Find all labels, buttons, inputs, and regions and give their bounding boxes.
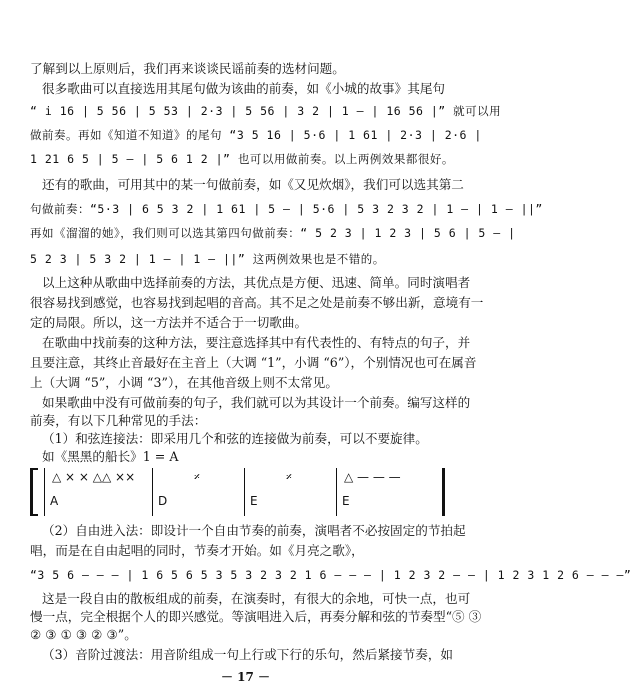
text-line-2: 很多歌曲可以直接选用其尾句做为该曲的前奏，如《小城的故事》其尾句 (42, 81, 445, 96)
notation-line-22: “3 5 6 — — — | 1 6 5 6 5 3 5 3 2 3 2 1 6 — — — | 1 2 3 2 — — | 1 2 3 1 2 6 — — —” (30, 568, 631, 582)
text-line-6: 还有的歌曲，可用其中的某一句做前奏，如《又见炊烟》，我们可以选其第二 (42, 177, 464, 192)
text-line-26: （3）音阶过渡法：用音阶组成一句上行或下行的乐句，然后紧接节奏，如 (42, 647, 454, 662)
text-line-11: 很容易找到感觉，也容易找到起唱的音高。其不足之处是前奏不够出新，意境有一 (30, 295, 484, 310)
notation-line-4: 做前奏。再如《知道不知道》的尾句 “3 5 16 | 5·6 | 1 61 | 2·3 | 2·6 | (30, 128, 482, 142)
chord-staff (30, 468, 450, 516)
text-line-14: 且要注意，其终止音最好在主音上（大调 “1”，小调 “6”），个别情况也可在属音 (30, 355, 477, 370)
page-number: － 17 － (220, 670, 271, 684)
text-line-1: 了解到以上原则后，我们再来谈谈民谣前奏的选材问题。 (30, 61, 345, 76)
text-line-17: 前奏，有以下几种常见的手法： (30, 413, 207, 428)
bottom-cell-4: E (342, 494, 350, 508)
text-line-16: 如果歌曲中没有可做前奏的句子，我们就可以为其设计一个前奏。编写这样的 (42, 395, 471, 410)
bottom-cell-1: A (50, 494, 59, 508)
notation-line-3: “ i 16 | 5 56 | 5 53 | 2·3 | 5 56 | 3 2 | 1 — | 16 56 |” 就可以用 (30, 104, 502, 118)
top-cell-4: △ — — — (344, 470, 401, 484)
text-line-12: 定的局限。所以，这一方法并不适合于一切歌曲。 (30, 315, 308, 330)
key-signature: 如《黑黑的船长》1 = A (42, 449, 179, 464)
bottom-cell-2: D (158, 494, 168, 508)
staff-bottom-row (44, 494, 450, 514)
bottom-cell-3: E (250, 494, 258, 508)
text-line-21: 唱，而是在自由起唱的同时，节奏才开始。如《月亮之歌》， (30, 543, 364, 558)
text-line-20: （2）自由进入法：即设计一个自由节奏的前奏，演唱者不必按固定的节拍起 (42, 523, 466, 538)
text-line-25: ② ③ ① ③ ② ③”。 (30, 627, 137, 642)
text-line-18: （1）和弦连接法：即采用几个和弦的连接做为前奏，可以不要旋律。 (42, 431, 428, 446)
text-line-23: 这是一段自由的散板组成的前奏，在演奏时，有很大的余地，可快一点，也可 (42, 591, 471, 606)
top-cell-1: △ × × △△ ×× (52, 470, 136, 484)
text-line-13: 在歌曲中找前奏的这种方法，要注意选择其中有代表性的、有特点的句子，并 (42, 335, 471, 350)
top-cell-3: 𝄎 (286, 470, 292, 484)
text-line-24: 慢一点，完全根据个人的即兴感觉。等演唱进入后，再奏分解和弦的节奏型“⑤ ③ (30, 609, 482, 624)
notation-line-8: 再如《溜溜的她》，我们则可以选其第四句做前奏：“ 5 2 3 | 1 2 3 | 5 6 | 5 — | (30, 226, 516, 240)
text-line-15: 上（大调 “5”，小调 “3”），在其他音级上则不太常见。 (30, 375, 338, 390)
staff-brace (30, 468, 38, 516)
notation-line-5: 1 21 6 5 | 5 — | 5 6 1 2 |” 也可以用做前奏。以上两例效果都很好。 (30, 152, 454, 166)
text-line-10: 以上这种从歌曲中选择前奏的方法，其优点是方便、迅速、简单。同时演唱者 (42, 275, 471, 290)
staff-top-row (44, 470, 450, 490)
notation-line-9: 5 2 3 | 5 3 2 | 1 — | 1 — ||” 这两例效果也是不错的。 (30, 252, 385, 266)
notation-line-7: 句做前奏：“5·3 | 6 5 3 2 | 1 61 | 5 — | 5·6 | 5 3 2 3 2 | 1 — | 1 — ||” (30, 202, 543, 216)
top-cell-2: 𝄎 (194, 470, 200, 484)
